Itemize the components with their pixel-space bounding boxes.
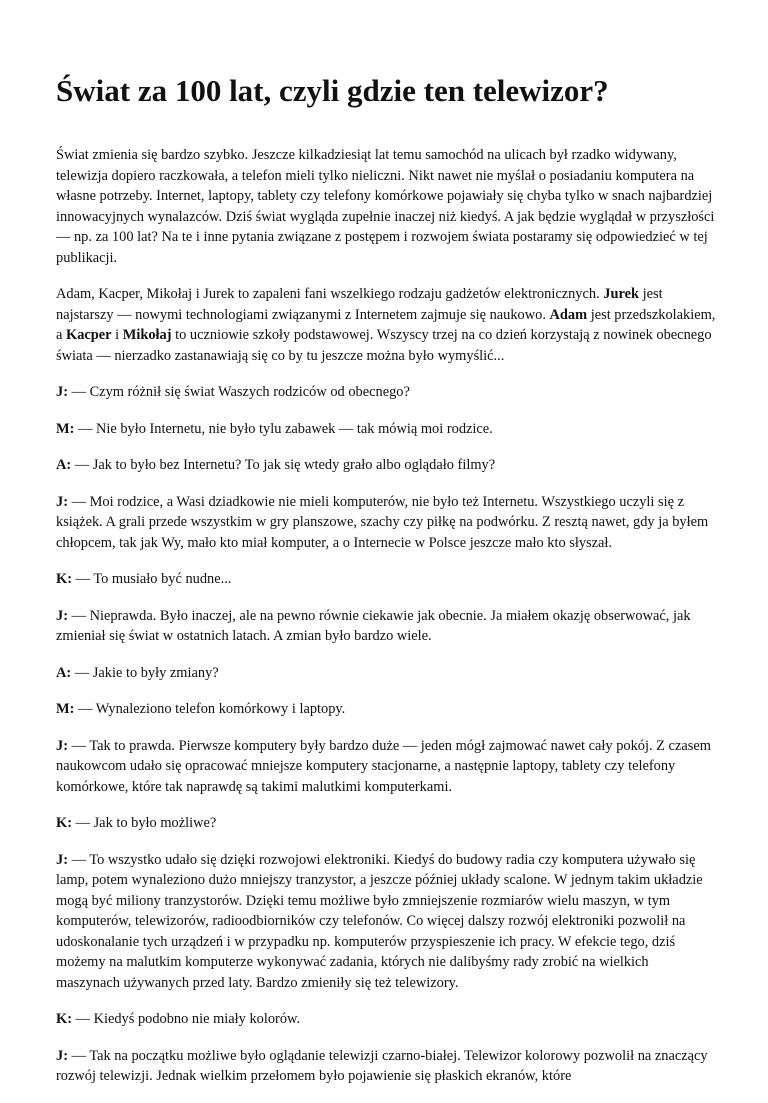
intro-paragraph: Świat zmienia się bardzo szybko. Jeszcze kilkadziesiąt lat temu samochód na ulicach był rzadko widywany, telewizja dopiero raczkowała, a telefon mieli tylko nieliczni. Nikt nawet nie myślał o posiadaniu komputera na własne potrzeby. Internet, laptopy, tablety czy telefony komórkowe pojawiały się chyba tylko w snach najbardziej innowacyjnych wynalazców. Dziś świat wygląda zupełnie inaczej niż kiedyś. A jak będzie wyglądał w przyszłości — np. za 100 lat? Na te i inne pytania związane z postępem i rozwojem świata postaramy się odpowiedzieć w tej publikacji. — [56, 147, 715, 266]
name-adam: Adam — [549, 306, 588, 323]
dialogue-text: — Tak to prawda. Pierwsze komputery były bardzo duże — jeden mógł zajmować nawet cały pokój. Z czasem naukowcom udało się opracować mniejsze komputery stacjonarne, a następnie laptopy, tablety czy telefony komórkowe, które tak naprawdę są takimi malutkimi komputerkami. — [56, 737, 711, 795]
dialogue-text: — Jakie to były zmiany? — [71, 664, 219, 681]
dialogue-text: — Jak to było bez Internetu? To jak się wtedy grało albo oglądało filmy? — [71, 457, 496, 473]
speaker-label: J: — [56, 737, 68, 754]
dialogue-text: — Moi rodzice, a Wasi dziadkowie nie mieli komputerów, nie było też Internetu. Wszystkiego uczyli się z książek. A grali przede wszystkim w gry planszowe, szachy czy piłkę na podwórku. Z resztą nawet, gdy ja byłem chłopcem, tak jak Wy, mało kto miał komputer, a o Internecie w Polsce jeszcze mało kto słyszał. — [56, 493, 709, 551]
speaker-label: J: — [56, 607, 68, 624]
characters-paragraph — [56, 284, 716, 366]
dialogue-line — [56, 382, 716, 403]
article-body — [56, 145, 716, 1103]
speaker-label: J: — [56, 384, 68, 400]
page-title: Świat za 100 lat, czyli gdzie ten telewizor? — [56, 73, 609, 108]
dialogue-line — [56, 492, 716, 554]
speaker-label: K: — [56, 571, 72, 587]
speaker-label: J: — [56, 851, 68, 868]
dialogue-text: — Nie było Internetu, nie było tylu zabawek — tak mówią moi rodzice. — [74, 420, 493, 437]
dialogue-text: — Tak na początku możliwe było oglądanie telewizji czarno-białej. Telewizor kolorowy pozwolił na znaczący rozwój telewizji. Jednak wielkim przełomem było pojawienie się płaskich ekranów, które — [56, 1047, 708, 1084]
dialogue-text: — Nieprawda. Było inaczej, ale na pewno równie ciekawie jak obecnie. Ja miałem okazję obserwować, jak zmieniał się świat w ostatnich latach. A zmian było bardzo wiele. — [56, 607, 691, 644]
dialogue-line — [56, 1046, 716, 1087]
speaker-label: A: — [56, 664, 72, 681]
speaker-label: M: — [56, 701, 75, 717]
dialogue-line — [56, 736, 716, 798]
speaker-label: A: — [56, 457, 72, 473]
characters-text-1: Adam, Kacper, Mikołaj i Jurek to zapaleni fani wszelkiego rodzaju gadżetów elektronicznych. — [56, 286, 604, 302]
speaker-label: K: — [56, 1011, 72, 1027]
dialogue-text: — Kiedyś podobno nie miały kolorów. — [72, 1011, 301, 1027]
name-kacper: Kacper — [66, 327, 112, 343]
speaker-label: J: — [56, 493, 68, 510]
dialogue-line — [56, 699, 716, 720]
speaker-label: K: — [56, 815, 72, 831]
speaker-label: M: — [56, 420, 75, 437]
dialogue-line — [56, 850, 716, 994]
dialogue-text: — Wynaleziono telefon komórkowy i laptopy. — [74, 701, 346, 717]
dialogue-line — [56, 455, 716, 476]
dialogue-text: — To musiało być nudne... — [72, 571, 232, 587]
dialogue-line — [56, 663, 716, 684]
dialogue-text: — Czym różnił się świat Waszych rodziców od obecnego? — [68, 384, 410, 400]
dialogue-line — [56, 606, 716, 647]
dialogue-line — [56, 419, 716, 440]
characters-text-4: i — [111, 327, 123, 343]
dialogue-line — [56, 1009, 716, 1030]
speaker-label: J: — [56, 1047, 68, 1064]
dialogue-line — [56, 569, 716, 590]
dialogue-line — [56, 813, 716, 834]
dialogue-text: — Jak to było możliwe? — [72, 815, 217, 831]
dialogue-text: — To wszystko udało się dzięki rozwojowi elektroniki. Kiedyś do budowy radia czy komputera używało się lamp, potem wynaleziono dużo mniejszy tranzystor, a jeszcze później układy scalone. W jednym takim układzie mogą być miliony tranzystorów. Dzięki temu możliwe było zmniejszenie rozmiarów wielu maszyn, w tym komputerów, telewizorów, radioodbiorników czy telefonów. Co więcej dalszy rozwój elektroniki pozwolił na udoskonalanie tych urządzeń i w przypadku np. komputerów przyspieszenie ich pracy. W efekcie tego, dziś możemy na malutkim komputerze wykonywać zadania, których nie dalibyśmy rady zrobić na wielkich maszynach używanych przed laty. Bardzo zmieniły się też telewizory. — [56, 851, 703, 991]
characters-text-2: jest najstarszy — nowymi technologiami związanymi z Internetem zajmuje się naukowo. — [56, 286, 663, 323]
name-mikolaj: Mikołaj — [122, 327, 172, 343]
characters-text-5: to uczniowie szkoły podstawowej. Wszyscy trzej na co dzień korzystają z nowinek obecnego świata — nierzadko zastanawiają się co by tu jeszcze można było wymyślić... — [56, 327, 712, 364]
name-jurek: Jurek — [603, 286, 639, 302]
characters-text-3: jest przedszkolakiem, a — [56, 306, 716, 343]
